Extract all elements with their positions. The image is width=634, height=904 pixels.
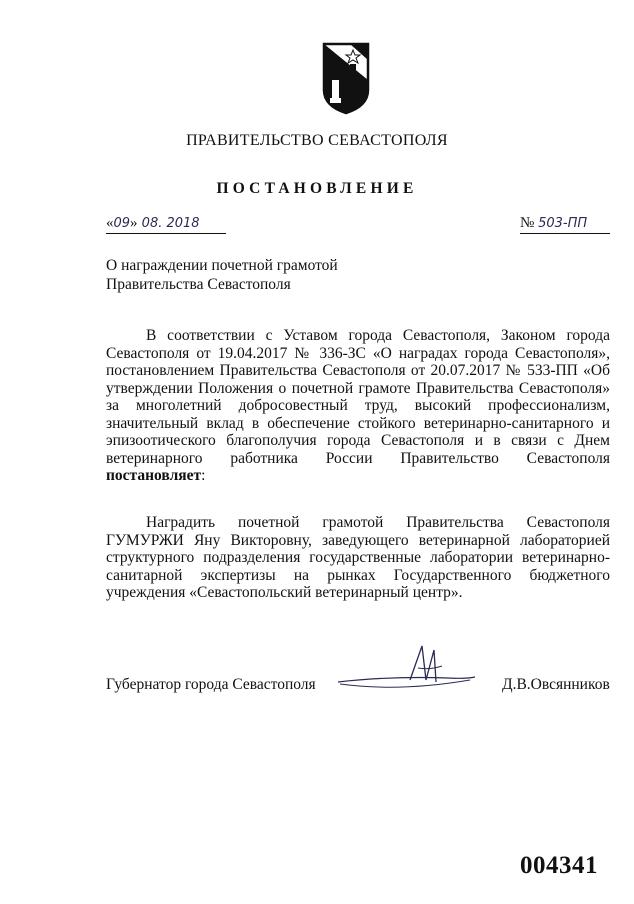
document-subject — [106, 256, 338, 294]
award-paragraph — [106, 514, 610, 602]
handwritten-signature — [330, 640, 480, 698]
preamble-colon: : — [201, 467, 206, 484]
organization-name: ПРАВИТЕЛЬСТВО СЕВАСТОПОЛЯ — [186, 132, 448, 149]
number-prefix: № — [520, 215, 539, 231]
serial-number: 004341 — [520, 852, 598, 879]
date-close-quote: » — [130, 215, 138, 231]
preamble-paragraph — [106, 327, 610, 485]
document-number — [520, 215, 610, 234]
subject-line-2: Правительства Севастополя — [106, 276, 291, 293]
coat-of-arms-emblem — [320, 40, 372, 116]
date-open-quote: « — [106, 215, 114, 231]
award-text: Наградить почетной грамотой Правительства Севастополя ГУМУРЖИ Яну Викторовну, заведующего ветеринарной лабораторией структурного подразделения государственные лаборатории ветеринарно-санитарной экспертизы на рынках Государственного бюджетного учреждения «Севастопольский ветеринарный центр». — [106, 514, 610, 601]
subject-line-1: О награждении почетной грамотой — [106, 257, 338, 274]
signatory-title: Губернатор города Севастополя — [106, 676, 316, 693]
preamble-text: В соответствии с Уставом города Севастополя, Законом города Севастополя от 19.04.2017 № 336-ЗС «О наградах города Севастополя», постановлением Правительства Севастополя от 20.07.2017 № 533-ПП «Об утверждении Положения о почетной грамоте Правительства Севастополя» за многолетний добросовестный труд, высокий профессионализм, значительный вклад в обеспечение стойкого ветеринарно-санитарного и эпизоотического благополучия города Севастополя и в связи с Днем ветеринарного работника России Правительство Севастополя — [106, 327, 610, 467]
date-day: 09 — [113, 216, 131, 231]
document-date — [106, 215, 226, 234]
document-type-title: ПОСТАНОВЛЕНИЕ — [216, 180, 418, 197]
signatory-name: Д.В.Овсянников — [502, 676, 610, 693]
number-value: 503-ПП — [538, 216, 588, 231]
resolves-keyword: постановляет — [106, 467, 202, 484]
date-month-year: 08. 2018 — [137, 216, 200, 231]
